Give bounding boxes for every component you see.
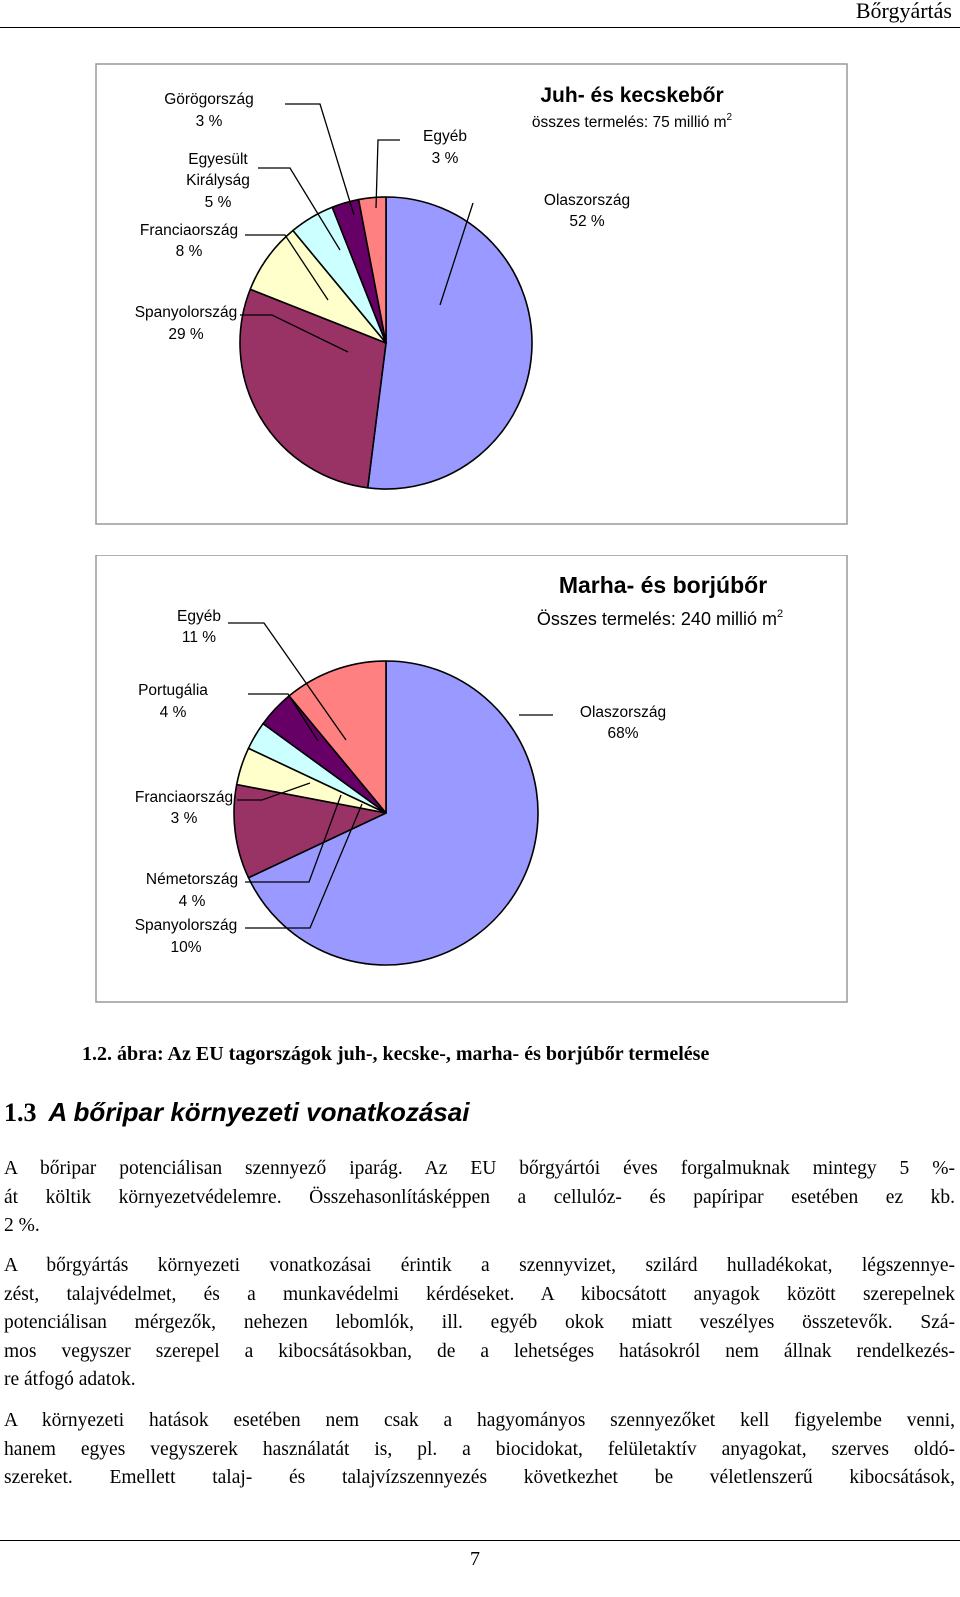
paragraph-line: hanem egyes vegyszerek használatát is, pl. a biocidokat, felületaktív anyagokat, szerves oldó- (4, 1438, 955, 1460)
chart-sheep-goat-leather (0, 60, 960, 530)
paragraph-line: zést, talajvédelmet, és a munkavédelmi kérdéseket. A kibocsátott anyagok között szerepelnek (4, 1283, 955, 1305)
chart-cattle-calf-leather (0, 555, 960, 1007)
slice-value-greece: 3 % (195, 113, 223, 130)
chart-subtitle: Összes termelés: 240 millió $m^2$ (536, 608, 784, 629)
slice-value-uk: 5 % (204, 194, 232, 211)
paragraph (4, 1155, 955, 1241)
figure-caption: 1.2. ábra: Az EU tagországok juh-, kecske-, marha- és borjúbőr termelése (82, 1043, 710, 1065)
paragraph-line: szereket. Emellett talaj- és talajvízszennyezés következhet be véletlenszerű kibocsátások, (4, 1467, 955, 1488)
chart-title: Juh- és kecskebőr (540, 84, 724, 107)
slice-value-germany: 4 % (178, 893, 206, 910)
slice-label-italy: Olaszország (579, 704, 667, 721)
paragraph-line: mos vegyszer szerepel a kibocsátásokban, de a lehetséges hatásokról nem állnak rendelkezés- (4, 1340, 955, 1362)
paragraph (4, 1252, 955, 1395)
running-header: Bőrgyártás (855, 0, 952, 23)
slice-label-france: Franciaország (134, 789, 234, 806)
paragraph (4, 1407, 955, 1493)
slice-label-other: Egyéb (423, 128, 467, 145)
slice-value-spain: 29 % (168, 326, 204, 343)
header-rule (0, 27, 960, 28)
section-title: A bőripar környezeti vonatkozásai (48, 1097, 470, 1127)
slice-label-germany: Németország (145, 871, 239, 888)
slice-label-portugal: Portugália (138, 682, 208, 699)
paragraph-line: 2 %. (4, 1215, 40, 1236)
slice-label-spain: Spanyolország (134, 917, 238, 934)
slice-value-other: 11 % (181, 629, 217, 646)
chart-subtitle: összes termelés: 75 millió $m^2$ (531, 112, 733, 131)
paragraph-line: át költik környezetvédelemre. Összehasonlításképpen a cellulóz- és papíripar esetében ez kb. (4, 1186, 955, 1208)
slice-value-other: 3 % (431, 150, 459, 167)
slice-label-spain: Spanyolország (134, 304, 238, 321)
slice-value-italy: 68% (607, 725, 639, 742)
slice-value-france: 8 % (175, 243, 203, 260)
paragraph-line: A bőripar potenciálisan szennyező iparág. Az EU bőrgyártói éves forgalmuknak mintegy 5 %- (4, 1158, 955, 1179)
slice-label-greece: Görögország (164, 91, 254, 108)
section-heading (4, 1097, 469, 1128)
slice-label-uk-line2: Királyság (186, 172, 250, 189)
slice-label-france: Franciaország (139, 222, 239, 239)
paragraph-line: A bőrgyártás környezeti vonatkozásai érintik a szennyvizet, szilárd hulladékokat, légszennye- (4, 1255, 955, 1276)
slice-label-italy: Olaszország (543, 192, 631, 209)
slice-label-other: Egyéb (177, 608, 221, 625)
slice-value-portugal: 4 % (159, 704, 187, 721)
slice-value-italy: 52 % (569, 213, 605, 230)
paragraph-line: potenciálisan mérgezők, nehezen lebomlók, ill. egyéb okok miatt veszélyes összetevők. Szá- (4, 1312, 955, 1333)
page-number: 7 (470, 1548, 480, 1570)
paragraph-line: A környezeti hatások esetében nem csak a hagyományos szennyezőket kell figyelembe venni, (4, 1410, 955, 1431)
slice-label-uk-line1: Egyesült (188, 151, 248, 168)
section-number: 1.3 (4, 1098, 37, 1127)
chart-title: Marha- és borjúbőr (558, 572, 768, 598)
slice-value-france: 3 % (170, 810, 198, 827)
paragraph-line: re átfogó adatok. (4, 1369, 136, 1390)
footer-rule (0, 1540, 960, 1541)
slice-value-spain: 10% (170, 939, 202, 956)
